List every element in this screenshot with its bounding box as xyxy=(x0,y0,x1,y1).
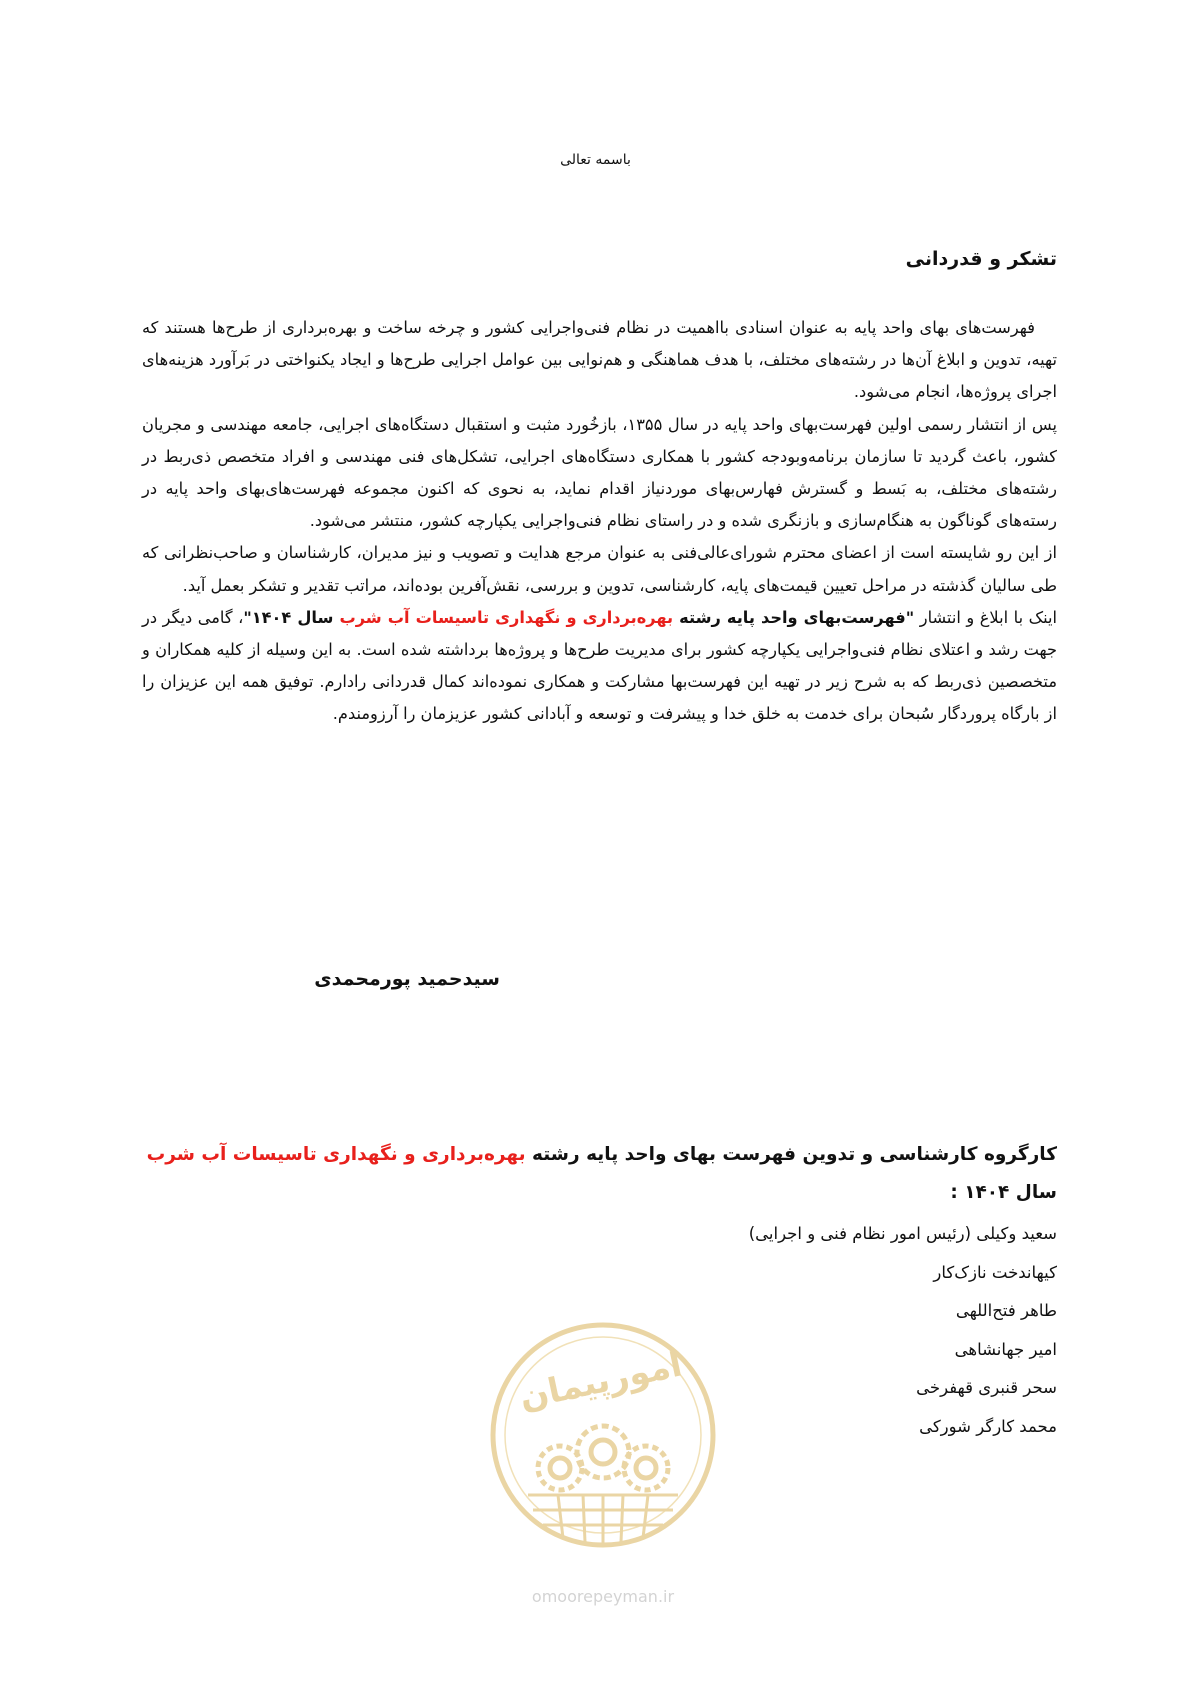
working-group-title: کارگروه کارشناسی و تدوین فهرست بهای واحد پایه رشته xyxy=(525,1144,1057,1165)
paragraph-3: از این رو شایسته است از اعضای محترم شورای‌عالی‌فنی به عنوان مرجع هدایت و تصویب و نیز مدیران، کارشناسان و صاحب‌نظرانی که طی سالیان گذشته در مراحل تعیین قیمت‌های پایه، کارشناسی، تدوین و بررسی، نقش‌آفرین بوده‌اند، مراتب تقدیر و تشکر بعمل آید. xyxy=(142,543,1057,595)
acknowledgement-body xyxy=(142,312,1057,731)
paragraph-4 xyxy=(142,602,1057,731)
watermark-logo-text: امورپیمان xyxy=(515,1344,686,1418)
member-item: کیهاندخت نازک‌کار xyxy=(933,1262,1057,1282)
grid-icon xyxy=(528,1495,678,1544)
working-group-heading xyxy=(142,1136,1057,1212)
working-group-field-name: بهره‌برداری و نگهداری تاسیسات آب شرب xyxy=(146,1144,526,1165)
paragraph-2: پس از انتشار رسمی اولین فهرست‌بهای واحد پایه در سال ۱۳۵۵، بازخُورد مثبت و استقبال دستگاه‌های اجرایی، جامعه مهندسی و مجریان کشور، باعث گردید تا سازمان برنامه‌وبودجه کشور با همکاری دستگاه‌های اجرایی، تشکل‌های فنی مهندسی و افراد متخصص ذی‌ربط در رشته‌های مختلف، به بَسط و گسترش فهارس‌بهای موردنیاز اقدام نماید، به نحوی که اکنون مجموعه فهرست‌های‌بهای واحد پایه در رسته‌های گوناگون به هنگام‌سازی و بازنگری شده و در راستای نظام فنی‌واجرایی یکپارچه کشور، منتشر می‌شود. xyxy=(142,414,1058,531)
member-item: امیر جهانشاهی xyxy=(954,1339,1057,1359)
paragraph-1: فهرست‌های بهای واحد پایه به عنوان اسنادی بااهمیت در نظام فنی‌واجرایی کشور و چرخه ساخت و بهره‌برداری از طرح‌ها هستند که تهیه، تدوین و ابلاغ آن‌ها در رشته‌های مختلف، با هدف هماهنگی و هم‌نوایی بین عوامل اجرایی طرح‌ها و ایجاد یکنواختی در بَرآورد هزینه‌های اجرای پروژه‌ها، انجام می‌شود. xyxy=(142,318,1057,402)
publication-field-name: بهره‌برداری و نگهداری تاسیسات آب شرب xyxy=(339,607,674,627)
working-group-year: سال ۱۴۰۴ : xyxy=(950,1182,1057,1203)
watermark-logo xyxy=(478,1310,728,1620)
watermark-url: omoorepeyman.ir xyxy=(531,1587,675,1606)
publication-title-part1: "فهرست‌بهای واحد پایه رشته xyxy=(673,607,915,627)
member-item: محمد کارگر شورکی xyxy=(919,1416,1057,1436)
member-item: سحر قنبری قهفرخی xyxy=(916,1378,1057,1397)
page-title: تشکر و قدردانی xyxy=(905,248,1057,270)
signature-name: سیدحمید پورمحمدی xyxy=(314,968,500,990)
paragraph-4-intro: اینک با ابلاغ و انتشار xyxy=(914,607,1058,627)
paragraph-4-rest: ، گامی دیگر در جهت رشد و اعتلای نظام فنی‌واجرایی یکپارچه کشور برای مدیریت طرح‌ها و پروژه‌ها برداشته شده است. به این وسیله از کلیه همکاران و متخصصین ذی‌ربط که به شرح زیر در تهیه این فهرست‌بها مشارکت و همکاری نموده‌اند کمال قدردانی رادارم. توفیق همه این عزیزان را از بارگاه پروردگار سُبحان برای خدمت به خلق خدا و پیشرفت و توسعه و آبادانی کشور عزیزمان را آرزومندم. xyxy=(142,607,1057,724)
working-group-heading-line1 xyxy=(142,1136,1057,1174)
basmala-heading: باسمه تعالی xyxy=(560,152,631,168)
member-item: طاهر فتح‌اللهی xyxy=(955,1301,1057,1320)
publication-title-part2: سال ۱۴۰۴" xyxy=(243,607,340,627)
gear-icon xyxy=(538,1426,668,1490)
member-item: سعید وکیلی (رئیس امور نظام فنی و اجرایی) xyxy=(748,1224,1057,1243)
